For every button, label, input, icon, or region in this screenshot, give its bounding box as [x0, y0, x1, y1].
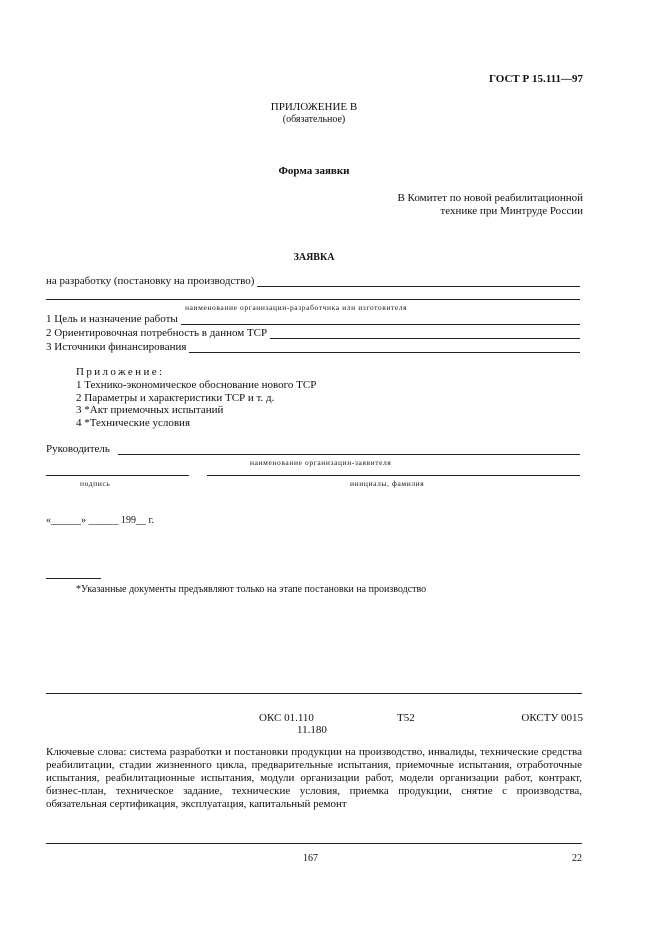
keywords: Ключевые слова: система разработки и постановки продукции на производство, инвалиды, технические средства реабилитации, стадии жизненного цикла, предварительные испытания, приемочные испытания, отработочные испытания, реабилитационные испытания, модули организации работ, модели организации работ, контракт, бизнес-план, техническое задание, технические условия, приемка продукции, снятие с производства, обязательная сертификация, эксплуатация, капитальный ремонт [46, 746, 582, 810]
item-3-field [46, 341, 580, 353]
oks-code-2: 11.180 [297, 724, 327, 736]
development-blank [257, 276, 580, 287]
development-label: на разработку (постановку на производство) [46, 275, 255, 287]
footnote-text: *Указанные документы предъявляют только на этапе постановки на производство [76, 584, 427, 595]
classification-rule [46, 693, 582, 694]
development-field [46, 275, 580, 287]
item-2-field [46, 327, 580, 339]
oks-code: ОКС 01.110 [259, 712, 314, 724]
date-field: «______» ______ 199__ г. [46, 515, 154, 526]
initials-line [207, 475, 580, 476]
page-number-right: 22 [572, 853, 582, 864]
item-1-field [46, 313, 580, 325]
item-1-label: 1 Цель и назначение работы [46, 313, 178, 325]
t-code: Т52 [397, 712, 415, 724]
attachment-item: 3 *Акт приемочных испытаний [76, 404, 224, 416]
attachment-item: 1 Технико-экономическое обоснование нового ТСР [76, 379, 317, 391]
application-title: ЗАЯВКА [293, 252, 335, 263]
item-2-label: 2 Ориентировочная потребность в данном ТСР [46, 327, 268, 339]
head-label: Руководитель [46, 443, 110, 455]
footer-rule [46, 843, 582, 844]
appendix-title: ПРИЛОЖЕНИЕ В [270, 101, 358, 113]
appendix-note: (обязательное) [282, 114, 346, 125]
sign-caption: подпись [80, 479, 111, 488]
organization-line [46, 299, 580, 300]
organization-caption: наименование организации-разработчика или изготовителя [185, 303, 408, 312]
form-title: Форма заявки [278, 165, 350, 177]
addressee-line-1: В Комитет по новой реабилитационной [397, 192, 583, 204]
footnote-rule [46, 578, 101, 579]
head-blank [118, 444, 580, 455]
initials-caption: инициалы, фамилия [350, 479, 425, 488]
applicant-caption: наименование организации-заявителя [250, 458, 392, 467]
okstu-code: ОКСТУ 0015 [521, 712, 583, 724]
page-number-center: 167 [303, 853, 318, 864]
attachment-item: 2 Параметры и характеристики ТСР и т. д. [76, 392, 275, 404]
standard-number: ГОСТ Р 15.111—97 [489, 73, 583, 85]
item-3-blank [189, 342, 580, 353]
item-2-blank [270, 328, 580, 339]
addressee-line-2: технике при Минтруде России [440, 205, 583, 217]
attachment-item: 4 *Технические условия [76, 417, 191, 429]
item-3-label: 3 Источники финансирования [46, 341, 187, 353]
attachments-heading: Приложение: [76, 366, 165, 378]
item-1-blank [181, 314, 580, 325]
head-field [46, 443, 580, 455]
signature-line [46, 475, 189, 476]
